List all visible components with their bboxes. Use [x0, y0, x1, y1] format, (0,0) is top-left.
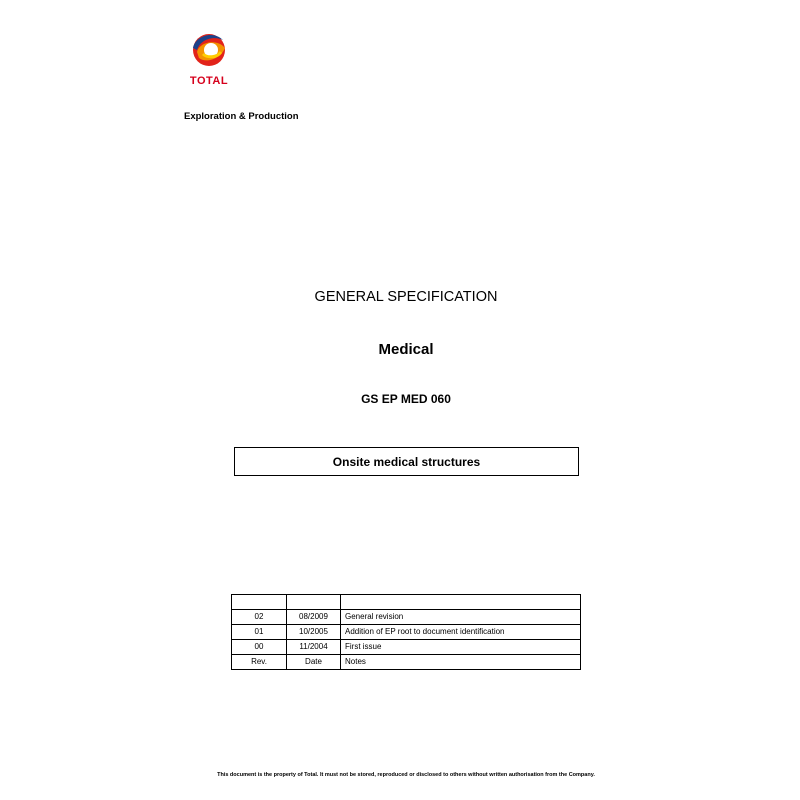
- table-header-row: [232, 655, 581, 670]
- date-header: Date: [287, 655, 341, 670]
- table-row: [232, 595, 581, 610]
- notes-cell: Addition of EP root to document identification: [341, 625, 581, 640]
- division-label: Exploration & Production: [184, 111, 299, 122]
- revision-table: [231, 594, 581, 670]
- table-row: [232, 625, 581, 640]
- date-cell: [287, 595, 341, 610]
- document-title-box: [234, 447, 579, 476]
- notes-cell: First issue: [341, 640, 581, 655]
- rev-cell: [232, 595, 287, 610]
- document-subject: Medical: [378, 341, 434, 358]
- table-row: [232, 610, 581, 625]
- rev-cell: 00: [232, 640, 287, 655]
- document-type: GENERAL SPECIFICATION: [314, 289, 498, 305]
- notes-cell: General revision: [341, 610, 581, 625]
- rev-header: Rev.: [232, 655, 287, 670]
- date-cell: 11/2004: [287, 640, 341, 655]
- rev-cell: 02: [232, 610, 287, 625]
- total-logo-icon: [183, 28, 235, 74]
- date-cell: 10/2005: [287, 625, 341, 640]
- table-row: [232, 640, 581, 655]
- notes-cell: [341, 595, 581, 610]
- document-title: Onsite medical structures: [332, 454, 481, 469]
- confidentiality-notice: This document is the property of Total. It must not be stored, reproduced or disclosed to others without written authorisation from the Company.: [217, 772, 595, 778]
- notes-header: Notes: [341, 655, 581, 670]
- logo-brand-text: TOTAL: [189, 75, 229, 87]
- document-code: GS EP MED 060: [361, 392, 451, 406]
- total-logo: [183, 28, 239, 90]
- date-cell: 08/2009: [287, 610, 341, 625]
- rev-cell: 01: [232, 625, 287, 640]
